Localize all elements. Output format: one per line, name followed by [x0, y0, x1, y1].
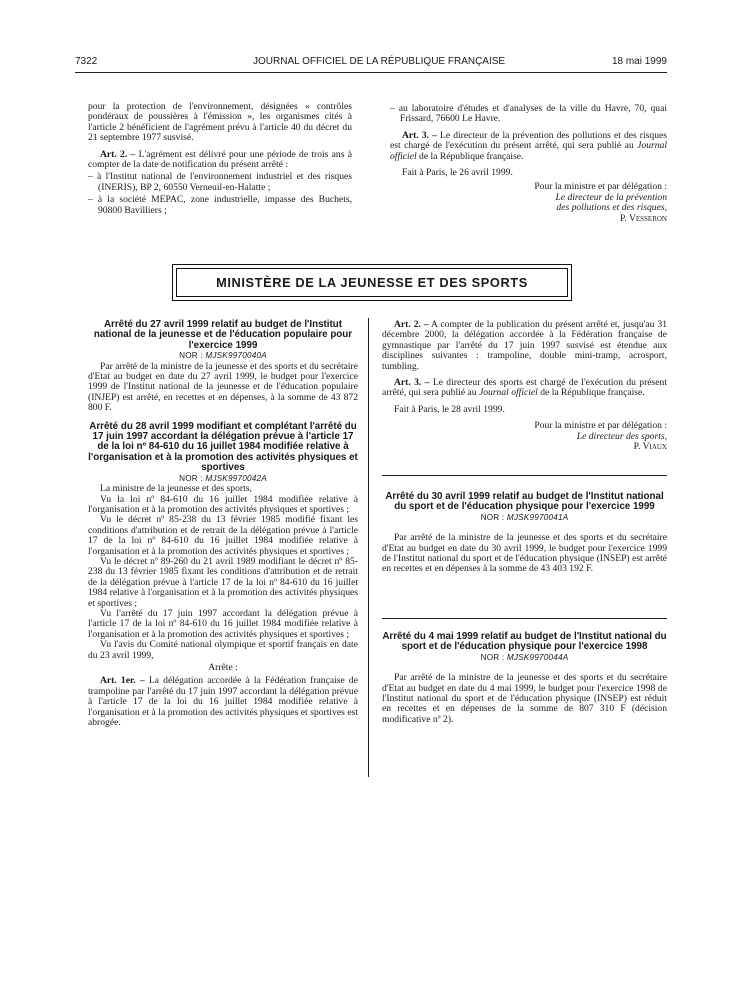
done-at: Fait à Paris, le 28 avril 1999. — [394, 403, 505, 415]
nor-code: MJSK9970040A — [205, 351, 267, 361]
nor-label: NOR : — [480, 512, 507, 522]
section-rule — [382, 475, 667, 476]
decree-paragraph: Vu l'avis du Comité national olympique et sportif français en date du 23 avril 1999, — [88, 639, 358, 661]
signature-line: Pour la ministre et par délégation : — [534, 181, 667, 193]
journal-name: Journal officiel — [390, 140, 667, 162]
signature-line: Le directeur des sports, — [576, 430, 667, 442]
nor-reference — [382, 513, 667, 523]
arrete-heading: Arrête : — [208, 662, 238, 673]
insep-1998-section — [382, 632, 667, 725]
issue-date: 18 mai 1999 — [611, 56, 667, 67]
list-item: – au laboratoire d'études et d'analyses de la ville du Havre, 70, quai Frissard, 76600 Le Havre. — [390, 103, 667, 125]
decree-article-3 — [382, 378, 667, 399]
decree-paragraph: Vu l'arrêté du 17 juin 1997 accordant la délégation prévue à l'article 17 de la loi nº 84-610 du 16 juillet 1984 modifiée relative à l'organisation et à la promotion des activités physiques et sportives ; — [88, 607, 358, 640]
lower-right-column — [382, 320, 667, 452]
env-article-3 — [390, 131, 667, 162]
decree-paragraph: Vu la loi nº 84-610 du 16 juillet 1984 modifiée relative à l'organisation et à la promotion des activités physiques et sportives ; — [88, 493, 358, 515]
article-label: Art. 3. – — [402, 129, 437, 141]
insep-1999-section — [382, 492, 667, 575]
nor-label: NOR : — [179, 473, 206, 483]
journal-title: JOURNAL OFFICIEL DE LA RÉPUBLIQUE FRANÇAISE — [253, 56, 506, 67]
nor-code: MJSK9970042A — [205, 473, 267, 483]
article-label: Art. 2. – — [394, 319, 429, 330]
section-rule — [382, 618, 667, 619]
nor-reference — [382, 653, 667, 663]
article-text: Le directeur de la prévention des pollutions et des risques est chargé de l'exécution du présent arrêté, qui sera publié au — [390, 129, 667, 152]
done-at: Fait à Paris, le 26 avril 1999. — [402, 167, 513, 179]
nor-label: NOR : — [179, 351, 206, 361]
signature-line: des pollutions et des risques, — [556, 202, 667, 214]
decree-body: Par arrêté de la ministre de la jeunesse et des sports et du secrétaire d'Etat au budget en date du 30 avril 1999, le budget pour l'exercice 1999 de l'Institut national du sport et de l'éducation physique (INSEP) est arrêté en recettes et en dépenses à la somme de 43 403 192 F. — [382, 532, 667, 575]
signature-name: P. Viaux — [633, 441, 667, 453]
lower-left-column — [88, 320, 358, 728]
signature-line: Pour la ministre et par délégation : — [534, 420, 667, 432]
decree-title: Arrêté du 27 avril 1999 relatif au budget de l'Institut national de la jeunesse et de l'éducation populaire pour l'exercice 1999 — [93, 319, 353, 351]
nor-label: NOR : — [480, 652, 507, 662]
page-header — [75, 56, 667, 70]
env-paragraph: pour la protection de l'environnement, désignées « contrôles pondéraux de poussières à l'émission », les organismes cités à l'article 2 bénéficient de l'agrément prévu à l'article 40 du décret du 21 septembre 1977 susvisé. — [88, 101, 352, 144]
decree-paragraph: Vu le décret nº 89-260 du 21 avril 1989 modifiant le décret nº 85-238 du 13 février 1985 fixant les conditions d'attribution et de retrait de la délégation prévue à l'article 17 de la loi nº 84-610 du 16 juillet 1984 relative à l'organisation et à la promotion des activités physiques et sportives ; — [88, 555, 358, 609]
article-label: Art. 2. – — [100, 148, 136, 160]
header-rule — [75, 72, 667, 73]
decree-title: Arrêté du 4 mai 1999 relatif au budget de l'Institut national du sport et de l'éducation physique pour l'exercice 1998 — [382, 631, 667, 653]
journal-name: Journal officiel — [478, 387, 538, 399]
decree-article-1 — [88, 676, 358, 728]
list-item: – à l'Institut national de l'environnement industriel et des risques (INERIS), BP 2, 60550 Verneuil-en-Halatte ; — [88, 171, 352, 193]
top-left-column — [88, 102, 352, 216]
top-right-column — [390, 102, 667, 224]
signature-line: Le directeur de la prévention — [555, 191, 667, 203]
page-number: 7322 — [75, 56, 98, 67]
nor-code: MJSK9970044A — [506, 652, 569, 662]
decree-article-2 — [382, 320, 667, 372]
article-text: L'agrément est délivré pour une période de trois ans à compter de la date de notification du présent arrêté : — [88, 148, 352, 171]
signature-name: P. Vesseron — [620, 212, 667, 224]
decree-title: Arrêté du 30 avril 1999 relatif au budget de l'Institut national du sport et de l'éducation physique pour l'exercice 1999 — [385, 491, 664, 513]
nor-code: MJSK9970041A — [506, 512, 569, 522]
article-label: Art. 3. – — [394, 377, 430, 389]
article-text: Le directeur des sports est chargé de l'exécution du présent arrêté, qui sera publié au — [382, 377, 667, 399]
article-text: de la République française. — [416, 150, 524, 162]
decree-title: Arrêté du 28 avril 1999 modifiant et complétant l'arrêté du 17 juin 1997 accordant la délégation prévue à l'article 17 de la loi nº 84-610 du 16 juillet 1984 modifiée relative à l'organisation et à la promotion des activités physiques et sportives — [88, 420, 358, 474]
column-divider — [368, 318, 369, 777]
article-text: La délégation accordée à la Fédération française de trampoline par l'arrêté du 17 juin 1997 accordant la délégation prévue à l'article 17 de la loi du 16 juillet 1984 modifiée relative à l'organisation et à la promotion des activités physiques et sportives est abrogée. — [88, 675, 358, 729]
list-item: – à la société MEPAC, zone industrielle, impasse des Buchets, 90800 Bavilliers ; — [88, 194, 352, 216]
article-text: A compter de la publication du présent arrêté et, jusqu'au 31 décembre 2000, la délégation accordée à la Fédération française de gymnastique par l'arrêté du 17 juin 1997 susvisé est étendue aux disciplines suivantes : trampoline, double mini-tramp, acrosport, tumbling. — [382, 319, 667, 372]
decree-paragraph: Vu le décret nº 85-238 du 13 février 1985 modifié fixant les conditions d'attribution et de retrait de la délégation prévue à l'article 17 de la loi nº 84-610 du 16 juillet 1984 modifiée relative à l'organisation et à la promotion des activités physiques et sportives ; — [88, 514, 358, 557]
decree-body: Par arrêté de la ministre de la jeunesse et des sports et du secrétaire d'Etat au budget en date du 4 mai 1999, le budget pour l'exercice 1998 de l'Institut national du sport et de l'éducation physique (INSEP) est réduit en recettes et en dépenses de la somme de 807 310 F (décision modificative nº 2). — [382, 672, 667, 725]
article-text: de la République française. — [537, 387, 645, 399]
env-article-2 — [88, 150, 352, 171]
ministry-heading: MINISTÈRE DE LA JEUNESSE ET DES SPORTS — [176, 268, 568, 297]
decree-body: Par arrêté de la ministre de la jeunesse et des sports et du secrétaire d'Etat au budget en date du 27 avril 1999, le budget pour l'exercice 1999 de l'Institut national de la jeunesse et de l'éducation populaire (INJEP) est arrêté, en recettes et en dépenses, à la somme de 43 872 800 F. — [88, 360, 358, 414]
article-label: Art. 1er. – — [100, 675, 145, 687]
decree-paragraph: La ministre de la jeunesse et des sports, — [100, 483, 252, 495]
